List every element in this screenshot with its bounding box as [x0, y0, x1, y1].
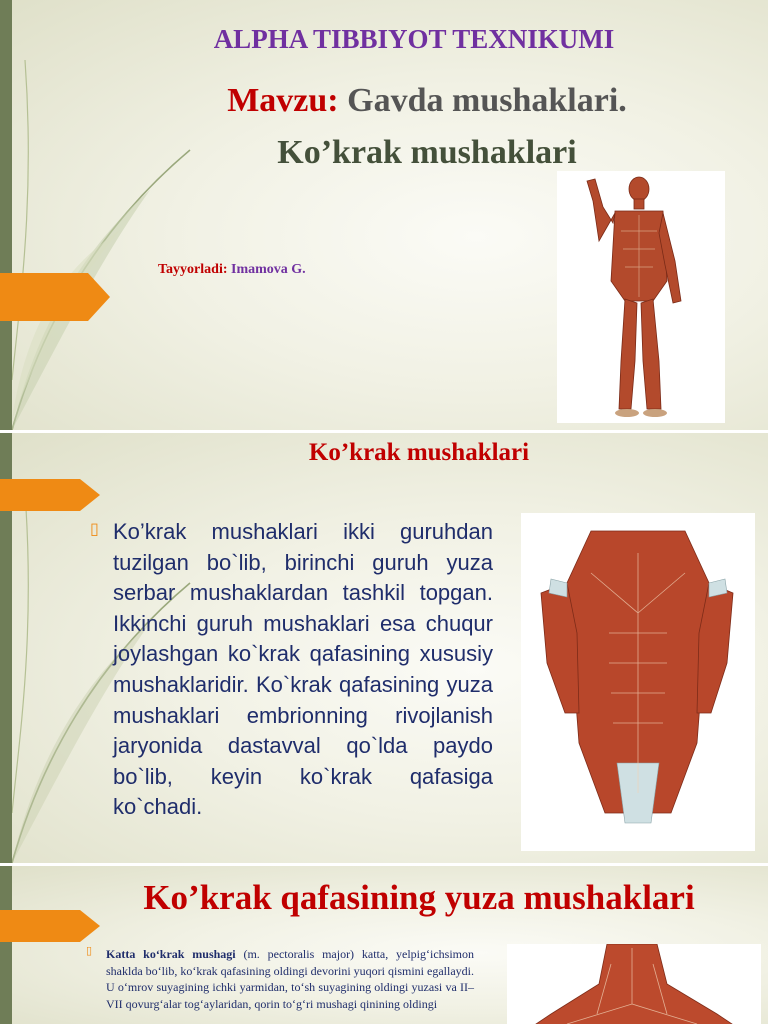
author-name: Imamova G.	[231, 262, 306, 277]
college-name: ALPHA TIBBIYOT TEXNIKUMI	[213, 24, 615, 54]
slide-title: Ko’krak mushaklari	[308, 439, 530, 466]
slide-1	[0, 0, 768, 430]
topic-subtitle: Ko’krak mushaklari	[277, 134, 577, 171]
prepared-label: Tayyorladi:	[158, 262, 228, 277]
topic-label: Mavzu:	[227, 82, 339, 119]
bullet-square-icon: ▯	[86, 944, 93, 957]
orange-arrow-shape	[0, 273, 110, 321]
topic-title: Gavda mushaklari.	[347, 82, 627, 119]
term-bold: Katta ko‘krak mushagi	[106, 947, 236, 961]
topic-line	[0, 82, 768, 120]
slide-3	[0, 866, 768, 1024]
author-line	[158, 262, 306, 278]
neck-chest-muscle-anatomy-image	[507, 944, 761, 1024]
slide-paragraph: Ko’krak mushaklari ikki guruhdan tuzilgan bo`lib, birinchi guruh yuza serbar mushaklardan tashkil topgan. Ikkinchi guruh mushaklari esa chuqur joylashgan ko`krak qafasining xususiy mushaklaridir. Ko`krak qafasining yuza mushaklari embrionning rivojlanish jaryonida dastavval qo`lda paydo bo`lib, keyin ko`krak qafasiga ko`chadi.	[113, 519, 493, 820]
side-bar	[0, 0, 12, 430]
slide-2	[0, 433, 768, 863]
term-description: (m. pectoralis major) katta, yelpig‘ichsimon shaklda bo‘lib, ko‘krak qafasining oldingi devorini yuqori qismini egallaydi. U o‘mrov suyagining ichki yarmidan, to‘sh suyagining oldingi yuzasi va II–VII qovurg‘alar tog‘aylaridan, qorin to‘g‘ri mushagi qinining oldingi	[106, 947, 474, 1011]
slide-title: Ko’krak qafasining yuza mushaklari	[143, 878, 695, 917]
muscle-anatomy-full-body-image	[557, 171, 725, 423]
orange-arrow-shape	[0, 479, 100, 511]
leaf-decoration	[0, 0, 200, 430]
slide-paragraph	[106, 946, 474, 1012]
bullet-square-icon: ▯	[90, 519, 99, 538]
torso-muscle-anatomy-image	[521, 513, 755, 851]
